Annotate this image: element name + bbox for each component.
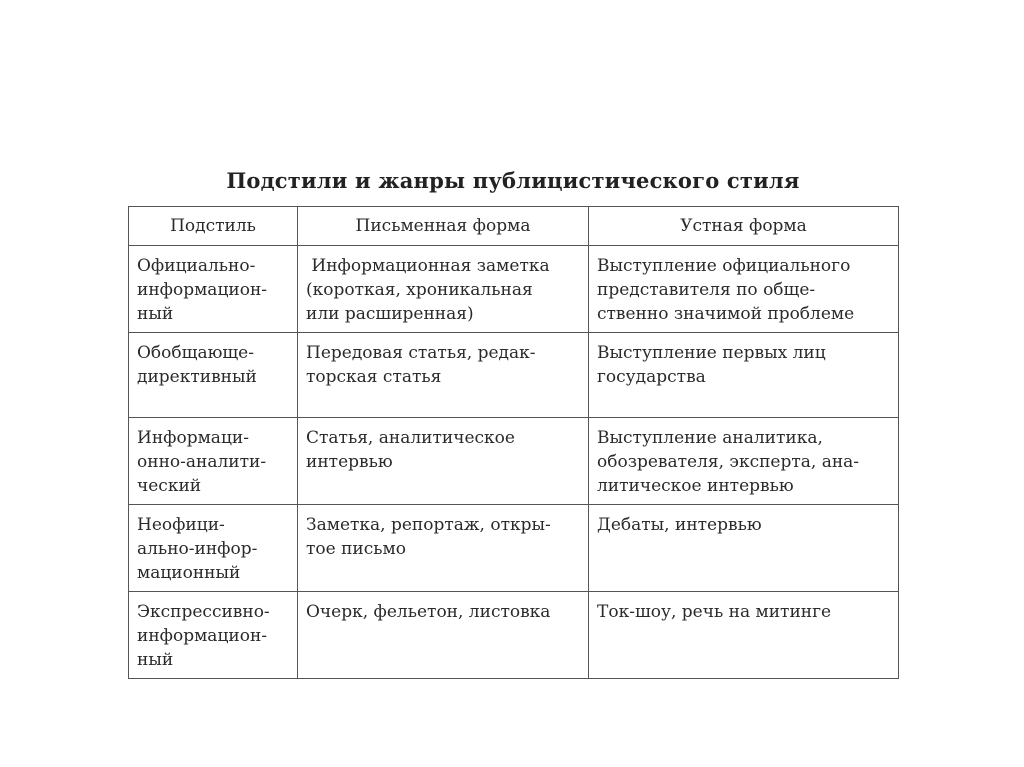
cell-line: литическое интервью	[597, 476, 794, 496]
oral-form-cell	[589, 592, 899, 679]
table-title: Подстили и жанры публицистического стиля	[226, 168, 800, 193]
cell-line: государства	[597, 367, 706, 387]
cell-line: интервью	[306, 452, 393, 472]
substyle-cell	[129, 592, 298, 679]
oral-form-cell	[589, 333, 899, 418]
cell-line: директивный	[137, 367, 257, 387]
cell-line: тое письмо	[306, 539, 406, 559]
cell-line: или расширенная)	[306, 304, 474, 324]
cell-line: Информаци-	[137, 428, 249, 448]
cell-line: Официально-	[137, 256, 256, 276]
cell-line: онно-аналити-	[137, 452, 267, 472]
substyle-cell	[129, 418, 298, 505]
cell-line: Экспрессивно-	[137, 602, 270, 622]
cell-line: ческий	[137, 476, 202, 496]
cell-line: Информационная заметка	[306, 256, 550, 276]
table-row	[129, 418, 899, 505]
table-row	[129, 333, 899, 418]
written-form-cell	[298, 333, 589, 418]
cell-line: Выступление аналитика,	[597, 428, 823, 448]
cell-line: Заметка, репортаж, откры-	[306, 515, 551, 535]
header-written-form: Письменная форма	[298, 207, 589, 246]
cell-line: ственно значимой проблеме	[597, 304, 855, 324]
written-form-cell	[298, 505, 589, 592]
cell-line: ный	[137, 650, 174, 670]
cell-line: ный	[137, 304, 174, 324]
cell-line: Статья, аналитическое	[306, 428, 515, 448]
written-form-cell	[298, 592, 589, 679]
oral-form-cell	[589, 505, 899, 592]
written-form-cell	[298, 418, 589, 505]
cell-line: Дебаты, интервью	[597, 515, 762, 535]
substyle-cell	[129, 246, 298, 333]
cell-line: Очерк, фельетон, листовка	[306, 602, 551, 622]
cell-line: Неофици-	[137, 515, 225, 535]
header-oral-form: Устная форма	[589, 207, 899, 246]
table-row	[129, 592, 899, 679]
cell-line: обозревателя, эксперта, ана-	[597, 452, 860, 472]
cell-line: Передовая статья, редак-	[306, 343, 536, 363]
header-substyle: Подстиль	[129, 207, 298, 246]
cell-line: информацион-	[137, 280, 268, 300]
cell-line: ально-инфор-	[137, 539, 258, 559]
table-row	[129, 246, 899, 333]
cell-line: Ток-шоу, речь на митинге	[597, 602, 832, 622]
cell-line: (короткая, хроникальная	[306, 280, 533, 300]
cell-line: информацион-	[137, 626, 268, 646]
genres-table	[128, 206, 899, 679]
cell-line: Выступление первых лиц	[597, 343, 826, 363]
substyle-cell	[129, 505, 298, 592]
table-row	[129, 505, 899, 592]
oral-form-cell	[589, 418, 899, 505]
cell-line: Обобщающе-	[137, 343, 254, 363]
cell-line: торская статья	[306, 367, 442, 387]
cell-line: мационный	[137, 563, 241, 583]
table-header-row	[129, 207, 899, 246]
cell-line: представителя по обще-	[597, 280, 816, 300]
substyle-cell	[129, 333, 298, 418]
cell-line: Выступление официального	[597, 256, 851, 276]
written-form-cell	[298, 246, 589, 333]
oral-form-cell	[589, 246, 899, 333]
